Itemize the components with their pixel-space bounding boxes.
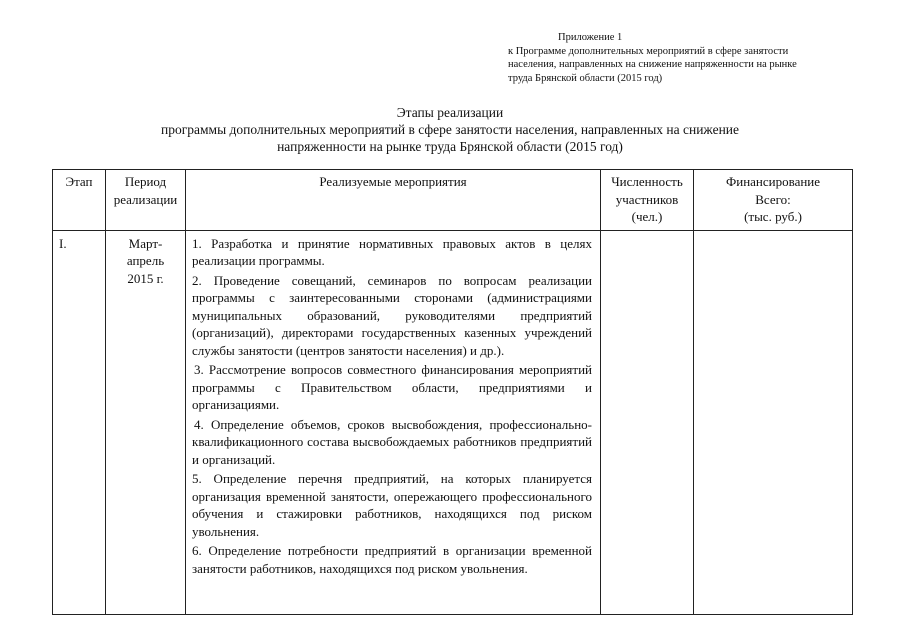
title-line: напряженности на рынке труда Брянской области (2015 год): [277, 139, 623, 154]
appendix-line: населения, направленных на снижение напряженности на рынке: [508, 59, 797, 70]
period-cell: [106, 230, 186, 614]
stage-cell: I.: [53, 230, 106, 614]
period-line: 2015 г.: [127, 270, 164, 286]
appendix-line: к Программе дополнительных мероприятий в сфере занятости: [508, 45, 789, 57]
header-activities: Реализуемые мероприятия: [186, 170, 601, 231]
header-stage: Этап: [53, 170, 106, 231]
header-participants: [601, 170, 694, 231]
header-financing-line: Всего:: [755, 191, 791, 207]
activity-item: 2. Проведение совещаний, семинаров по вопросам реализации программы с заинтересованными сторонами (администрациями муниципальных образований, руководителями предприятий (организаций), директорами государственных казенных учреждений службы занятости (центров занятости населения) и др.).: [192, 272, 592, 358]
activities-cell: [186, 230, 601, 614]
activity-item: 1. Разработка и принятие нормативных правовых актов в целях реализации программы.: [192, 235, 592, 268]
header-participants-line: участников: [615, 191, 679, 207]
header-participants-line: Численность: [611, 174, 683, 189]
title-line: программы дополнительных мероприятий в сфере занятости населения, направленных на снижение: [160, 122, 740, 137]
document-title: [100, 104, 800, 155]
header-financing-line: (тыс. руб.): [744, 209, 802, 224]
table-header-row: [53, 170, 853, 231]
activity-item: 3. Рассмотрение вопросов совместного финансирования мероприятий программы с Правительством области, предприятиями и организациями.: [192, 362, 592, 412]
table-row: [53, 230, 853, 614]
financing-cell: [694, 230, 853, 614]
period-line: апрель: [126, 253, 165, 268]
appendix-header: [508, 31, 848, 85]
header-financing-line: Финансирование: [725, 174, 821, 189]
activity-item: 4. Определение объемов, сроков высвобождения, профессионально-квалификационного состава высвобождаемых работников предприятий и организаций.: [192, 416, 592, 467]
appendix-line: труда Брянской области (2015 год): [508, 72, 663, 84]
header-period-line: реализации: [113, 191, 178, 207]
header-period-line: Период: [124, 174, 167, 189]
appendix-number: Приложение 1: [558, 32, 623, 43]
title-line: Этапы реализации: [396, 105, 504, 120]
header-financing: [694, 170, 853, 231]
header-participants-line: (чел.): [631, 209, 663, 224]
activity-item: 5. Определение перечня предприятий, на которых планируется организация временной занятости, опережающего профессионального обучения и стажировки работников, находящихся под риском увольнения.: [192, 471, 592, 539]
header-period: [106, 170, 186, 231]
activity-item: 6. Определение потребности предприятий в организации временной занятости работников, находящихся под риском увольнения.: [192, 543, 592, 576]
participants-cell: [601, 230, 694, 614]
stages-table: [52, 169, 853, 615]
period-line: Март-: [128, 235, 163, 251]
